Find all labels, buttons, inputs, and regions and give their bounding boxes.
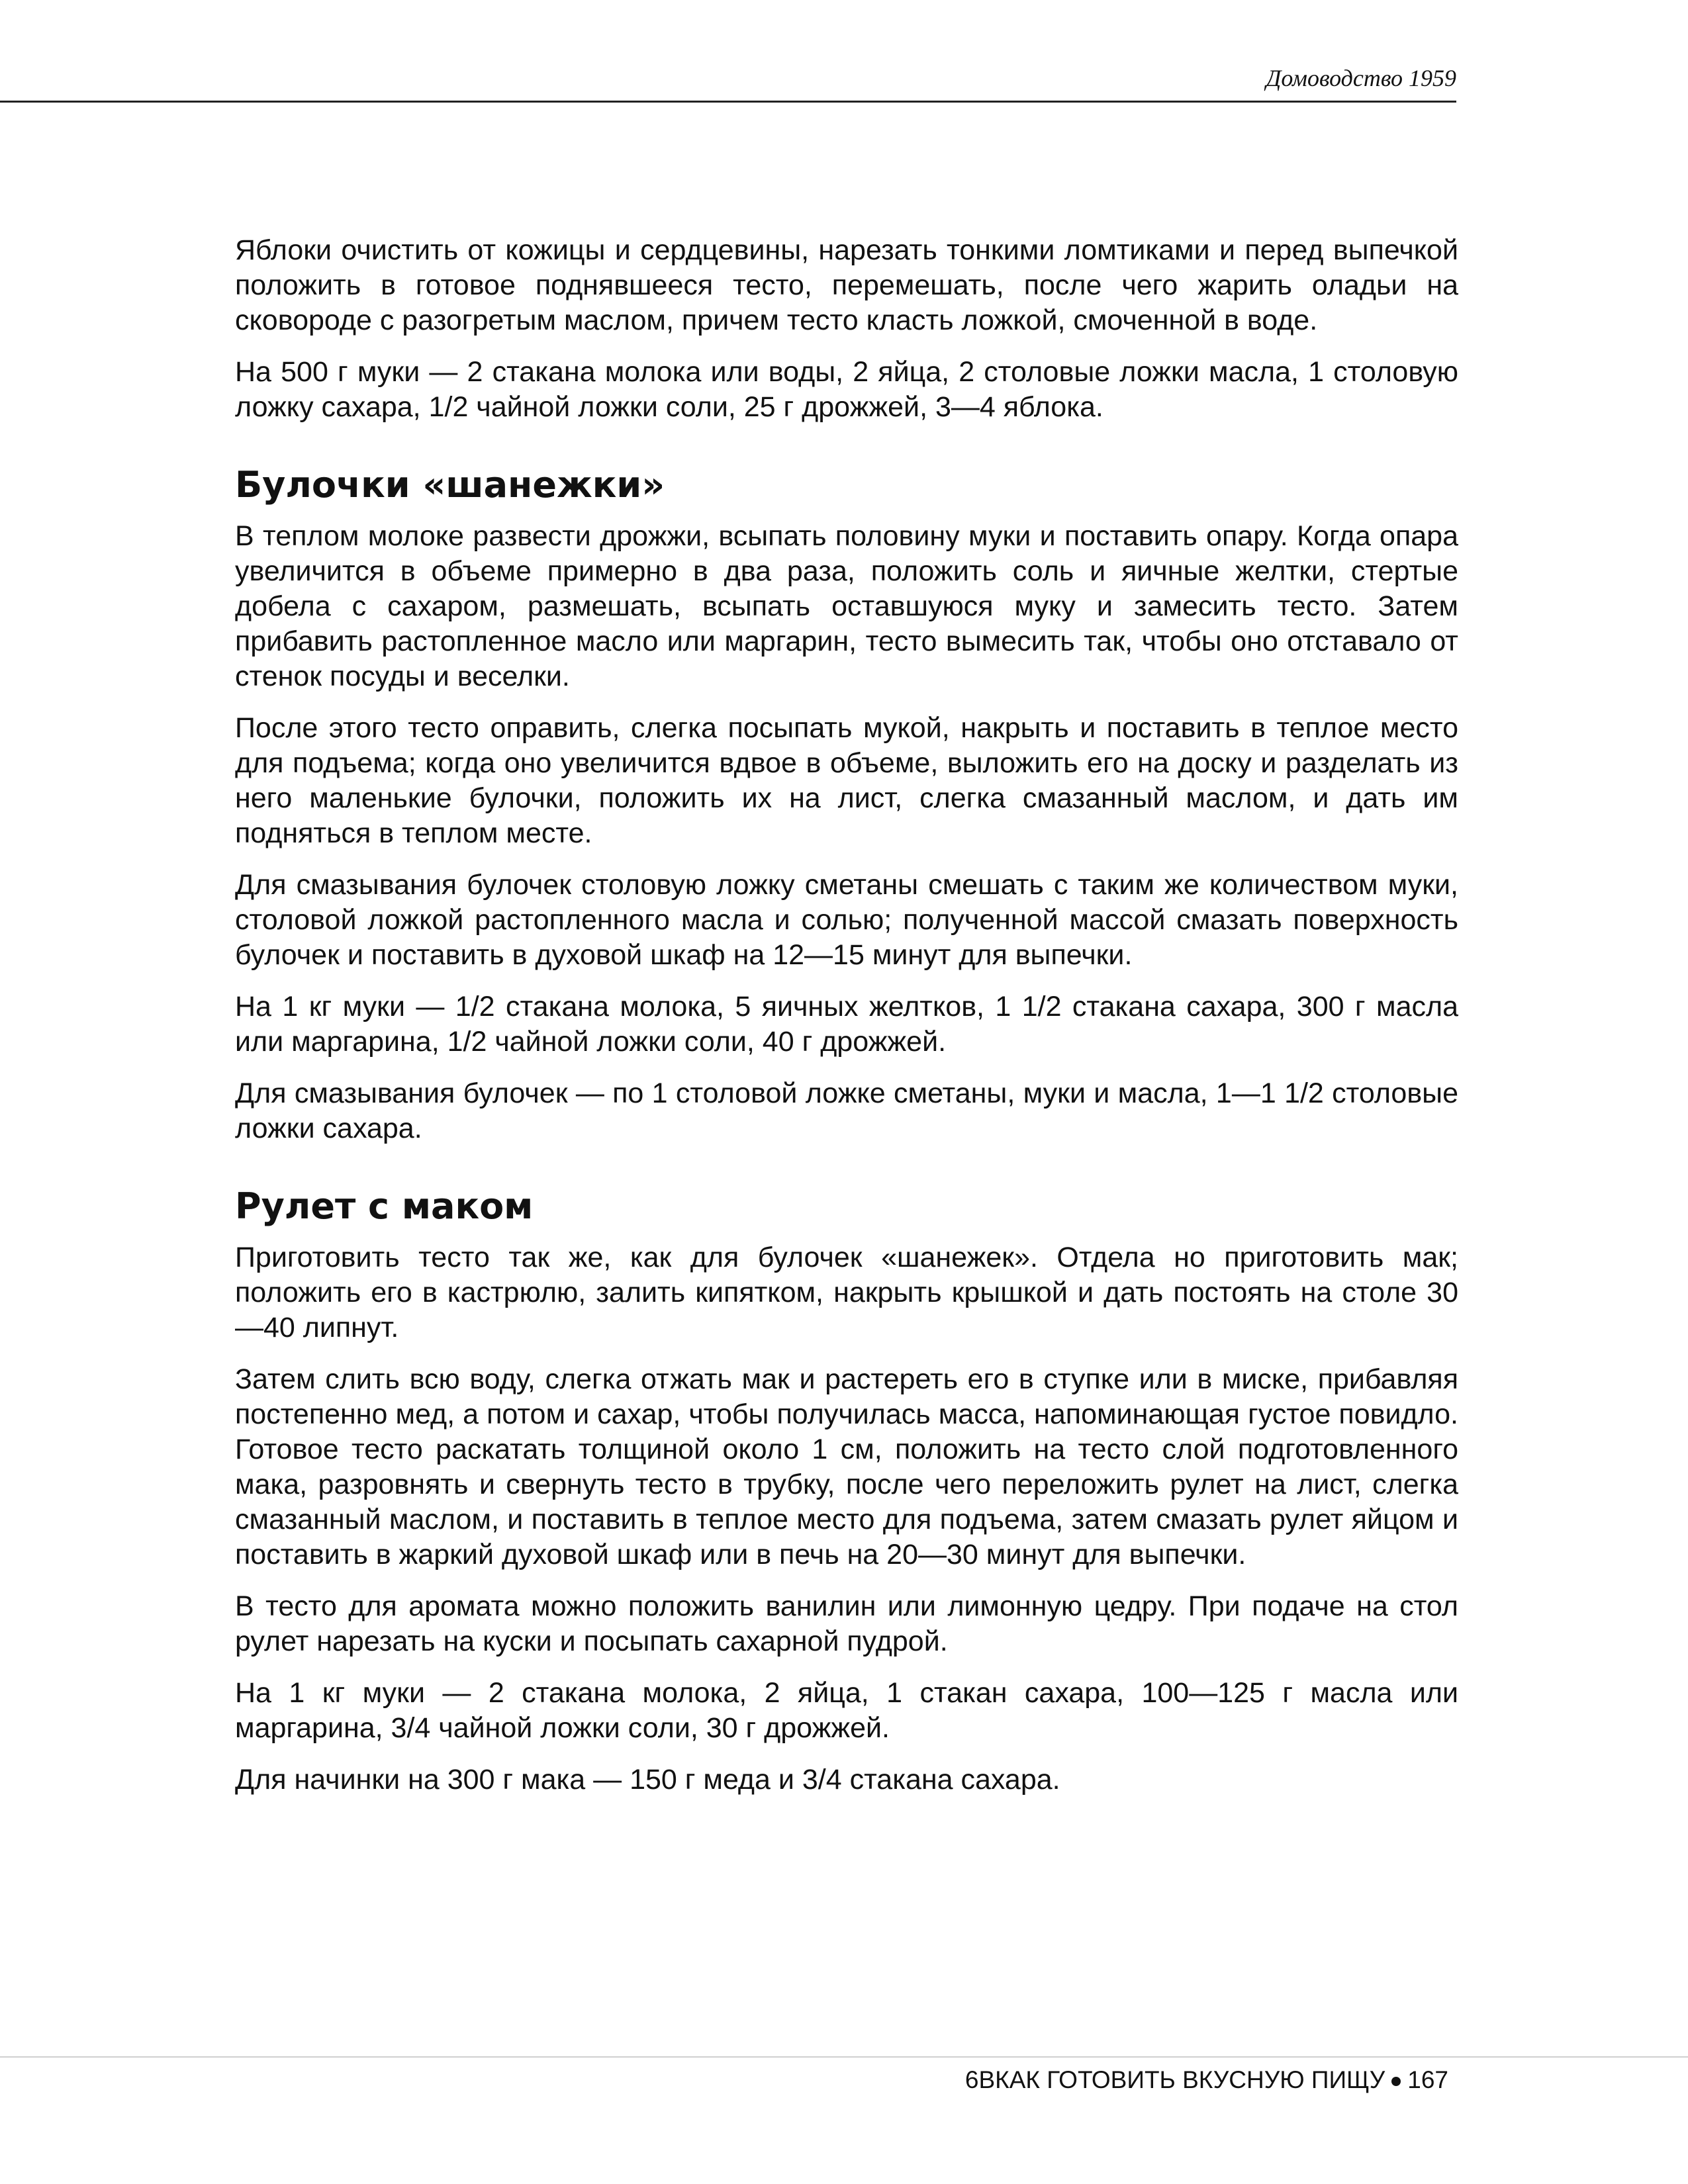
paragraph: На 500 г муки — 2 стакана молока или воды, 2 яйца, 2 столовые ложки масла, 1 столовую ложку сахара, 1/2 чайной ложки соли, 25 г дрожжей, 3—4 яблока.: [235, 356, 1458, 423]
paragraph: Приготовить тесто так же, как для булочек «шанежек». Отдела но приготовить мак; положить его в кастрюлю, залить кипятком, накрыть крышкой и дать постоять на столе 30—40 липнут.: [235, 1242, 1458, 1343]
footer-rule: [0, 2056, 1688, 2058]
running-header-title: Домоводство 1959: [1266, 65, 1456, 91]
section-heading: Булочки «шанежки»: [235, 464, 665, 506]
paragraph: На 1 кг муки — 1/2 стакана молока, 5 яичных желтков, 1 1/2 стакана сахара, 300 г масла или маргарина, 1/2 чайной ложки соли, 40 г дрожжей.: [235, 991, 1458, 1058]
paragraph: Для начинки на 300 г мака — 150 г меда и 3/4 стакана сахара.: [235, 1764, 1060, 1796]
bullet-icon: [1391, 2077, 1401, 2086]
paragraph: В тесто для аромата можно положить ванилин или лимонную цедру. При подаче на стол рулет нарезать на куски и посыпать сахарной пудрой.: [235, 1590, 1458, 1657]
paragraph: Для смазывания булочек столовую ложку сметаны смешать с таким же количеством муки, столовой ложкой растопленного масла и солью; полученной массой смазать поверхность булочек и поставить в духовой шкаф на 12—15 минут для выпечки.: [235, 869, 1458, 971]
page-content: [235, 233, 1458, 1814]
page-footer: [965, 2066, 1448, 2095]
running-header: [0, 0, 1456, 103]
paragraph: На 1 кг муки — 2 стакана молока, 2 яйца, 1 стакан сахара, 100—125 г масла или маргарина, 3/4 чайной ложки соли, 30 г дрожжей.: [235, 1677, 1458, 1744]
footer-section-title: 6ВКАК ГОТОВИТЬ ВКУСНУЮ ПИЩУ: [964, 2066, 1385, 2093]
paragraph: Для смазывания булочек — по 1 столовой ложке сметаны, муки и масла, 1—1 1/2 столовые ложки сахара.: [235, 1077, 1458, 1144]
page-number: 167: [1407, 2066, 1448, 2093]
paragraph: В теплом молоке развести дрожжи, всыпать половину муки и поставить опару. Когда опара увеличится в объеме примерно в два раза, положить соль и яичные желтки, стертые добела с сахаром, размешать, всыпать оставшуюся муку и замесить тесто. Затем прибавить растопленное масло или маргарин, тесто вымесить так, чтобы оно отставало от стенок посуды и веселки.: [235, 520, 1458, 692]
paragraph: Затем слить всю воду, слегка отжать мак и растереть его в ступке или в миске, прибавляя постепенно мед, а потом и сахар, чтобы получилась масса, напоминающая густое повидло. Готовое тесто раскатать толщиной около 1 см, положить на тесто слой подготовленного мака, разровнять и свернуть тесто в трубку, после чего переложить рулет на лист, слегка смазанный маслом, и поставить в теплое место для подъема, затем смазать рулет яйцом и поставить в жаркий духовой шкаф или в печь на 20—30 минут для выпечки.: [235, 1363, 1458, 1570]
paragraph: После этого тесто оправить, слегка посыпать мукой, накрыть и поставить в теплое место для подъема; когда оно увеличится вдвое в объеме, выложить его на доску и разделать из него маленькие булочки, положить их на лист, слегка смазанный маслом, и дать им подняться в теплом месте.: [235, 712, 1458, 849]
paragraph: Яблоки очистить от кожицы и сердцевины, нарезать тонкими ломтиками и перед выпечкой положить в готовое поднявшееся тесто, перемешать, после чего жарить оладьи на сковороде с разогретым маслом, причем тесто класть ложкой, смоченной в воде.: [235, 234, 1458, 336]
section-heading: Рулет с маком: [235, 1185, 534, 1227]
